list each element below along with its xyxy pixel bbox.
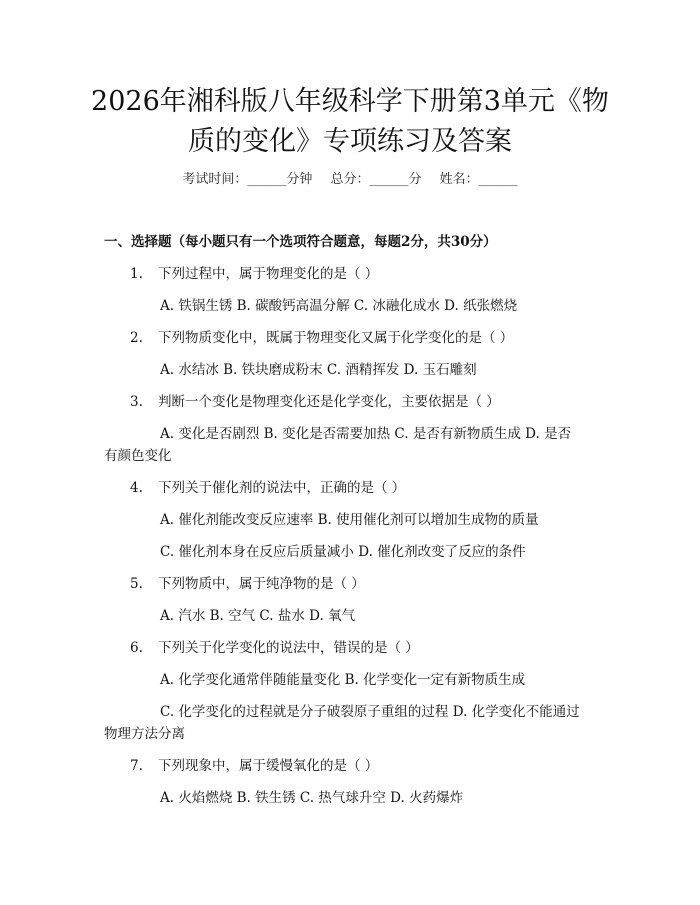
question-text: 下列现象中，属于缓慢氧化的是（ ） [158,758,379,774]
question-1-options: A. 铁锅生锈 B. 碳酸钙高温分解 C. 冰融化成水 D. 纸张燃烧 [160,298,518,314]
question-text: 判断一个变化是物理变化还是化学变化，主要依据是（ ） [158,394,500,410]
question-number: 3. [130,394,143,410]
question-3-options-continued: 有颜色变化 [104,448,172,464]
question-number: 4. [130,480,143,496]
exam-meta [0,168,700,187]
exam-time: 考试时间：______分钟 [182,172,313,187]
student-name: 姓名：______ [439,172,518,187]
question-number: 6. [130,640,143,656]
question-number: 5. [130,576,143,592]
question-text: 下列物质变化中，既属于物理变化又属于化学变化的是（ ） [158,330,514,346]
question-text: 下列关于化学变化的说法中，错误的是（ ） [158,640,419,656]
question-6 [130,636,419,656]
question-5-options: A. 汽水 B. 空气 C. 盐水 D. 氧气 [160,608,356,624]
question-text: 下列关于催化剂的说法中，正确的是（ ） [158,480,406,496]
question-4-options: A. 催化剂能改变反应速率 B. 使用催化剂可以增加生成物的质量 [160,512,539,528]
question-6-options-line2: C. 化学变化的过程就是分子破裂原子重组的过程 D. 化学变化不能通过 [160,704,580,720]
question-6-options-continued: 物理方法分离 [104,726,185,742]
question-4 [130,476,405,496]
total-score: 总分：______分 [330,172,422,187]
question-1 [130,262,378,282]
section-heading: 一、选择题（每小题只有一个选项符合题意，每题2分，共30分） [104,234,497,250]
question-7 [130,754,378,774]
question-5 [130,572,365,592]
question-2-options: A. 水结冰 B. 铁块磨成粉末 C. 酒精挥发 D. 玉石雕刻 [160,362,477,378]
question-7-options: A. 火焰燃烧 B. 铁生锈 C. 热气球升空 D. 火药爆炸 [160,790,464,806]
question-6-options: A. 化学变化通常伴随能量变化 B. 化学变化一定有新物质生成 [160,672,526,688]
question-3-options: A. 变化是否剧烈 B. 变化是否需要加热 C. 是否有新物质生成 D. 是否 [160,426,572,442]
question-3 [130,390,500,410]
question-number: 2. [130,330,143,346]
question-2 [130,326,513,346]
question-text: 下列物质中，属于纯净物的是（ ） [158,576,365,592]
question-4-options-line2: C. 催化剂本身在反应后质量减小 D. 催化剂改变了反应的条件 [160,544,526,560]
question-number: 7. [130,758,143,774]
question-text: 下列过程中，属于物理变化的是（ ） [158,266,379,282]
page-title: 2026年湘科版八年级科学下册第3单元《物质的变化》专项练习及答案 [91,86,609,157]
question-number: 1. [130,266,143,282]
